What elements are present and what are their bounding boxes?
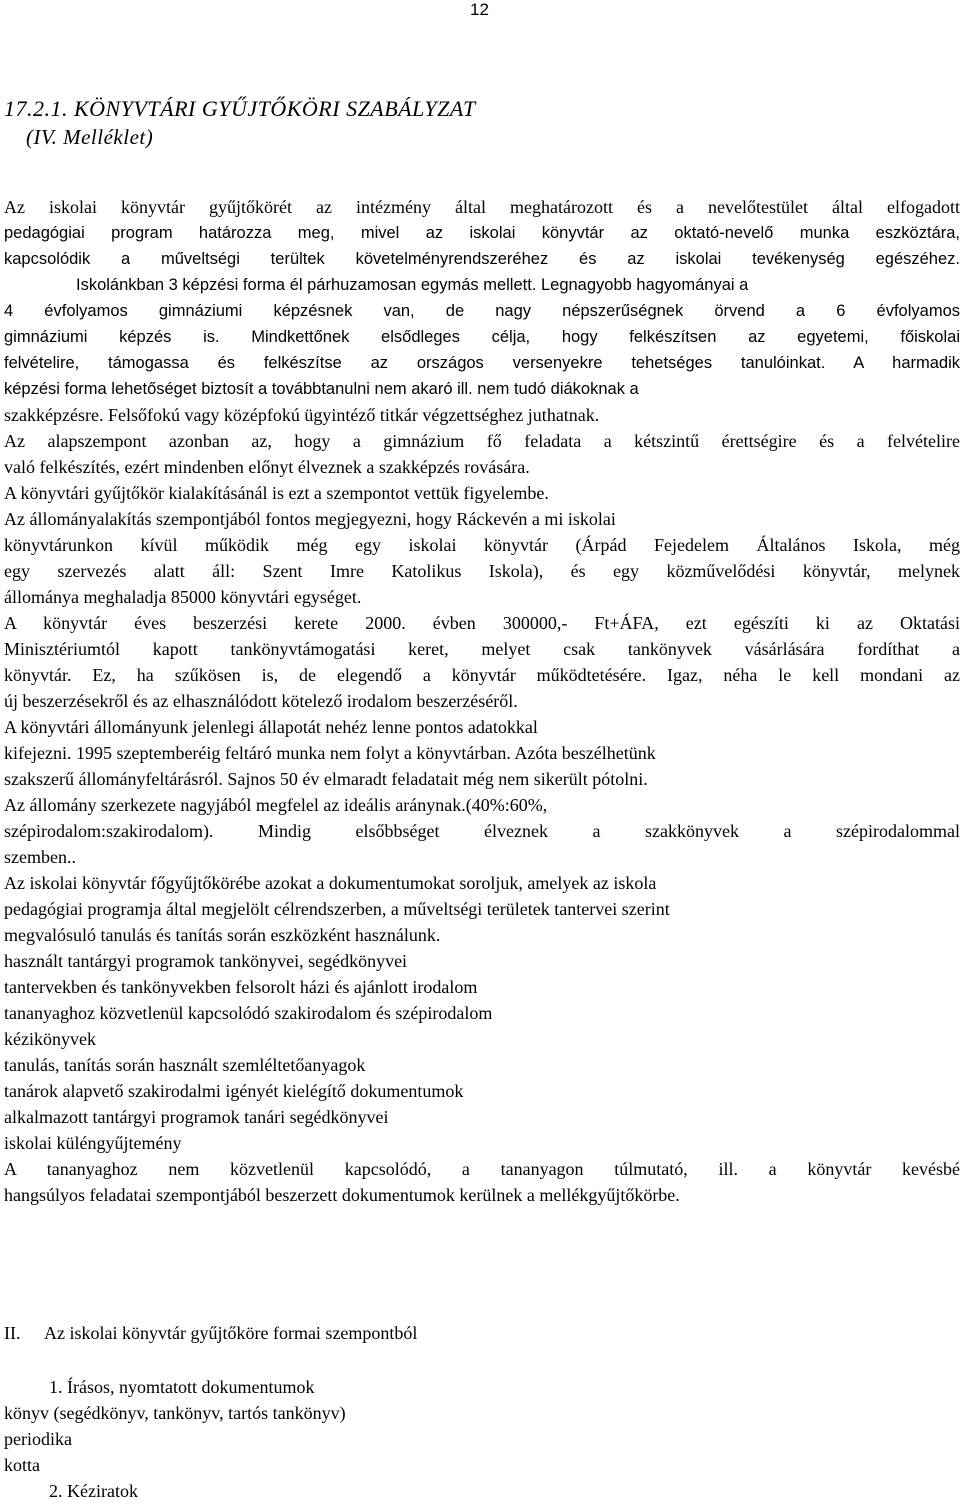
subsection-title: 2. Kéziratok [49, 1481, 138, 1501]
text-line: A könyvtár éves beszerzési kerete 2000. évben 300000,- Ft+ÁFA, ezt egészíti ki az Oktatási [4, 613, 960, 633]
list-item: tanulás, tanítás során használt szemléltetőanyagok [4, 1055, 366, 1075]
text-line: megvalósuló tanulás és tanítás során eszközként használunk. [4, 925, 441, 945]
heading-subtitle: (IV. Melléklet) [26, 125, 154, 149]
text-line: pedagógiai programja által megjelölt célrendszerben, a műveltségi területek tantervei szerint [4, 899, 670, 919]
page-number: 12 [470, 0, 489, 19]
text-line: könyvtár. Ez, ha szűkösen is, de elegendő a könyvtár működtetésére. Igaz, néha le kell mondani az [4, 665, 960, 685]
text-line: való felkészítés, ezért mindenben előnyt élveznek a szakképzés rovására. [4, 457, 530, 477]
text-line: Az iskolai könyvtár gyűjtőkörét az intézmény által meghatározott és a nevelőtestület által elfogadott [4, 197, 960, 217]
text-line: képzési forma lehetőséget biztosít a továbbtanulni nem akaró ill. nem tudó diákoknak a [4, 380, 639, 398]
text-line: Az alapszempont azonban az, hogy a gimnázium fő feladata a kétszintű érettségire és a felvételire [4, 431, 960, 451]
text-line: Az állomány szerkezete nagyjából megfelel az ideális aránynak.(40%:60%, [4, 795, 548, 815]
heading-title: 17.2.1. KÖNYVTÁRI GYŰJTŐKÖRI SZABÁLYZAT [4, 96, 476, 121]
list-item: könyv (segédkönyv, tankönyv, tartós tankönyv) [4, 1403, 346, 1423]
text-line: könyvtárunkon kívül működik még egy iskolai könyvtár (Árpád Fejedelem Általános Iskola, még [4, 535, 960, 555]
text-line: A tananyaghoz nem közvetlenül kapcsolódó, a tananyagon túlmutató, ill. a könyvtár kevésbé [4, 1159, 960, 1179]
subsection-title: 1. Írásos, nyomtatott dokumentumok [49, 1377, 315, 1397]
list-item: kézikönyvek [4, 1029, 96, 1049]
list-item: periodika [4, 1429, 72, 1449]
text-line: pedagógiai program határozza meg, mivel az iskolai könyvtár az oktató-nevelő munka eszköztára, [4, 224, 960, 242]
text-line: Az iskolai könyvtár főgyűjtőkörébe azokat a dokumentumokat soroljuk, amelyek az iskola [4, 873, 657, 893]
text-line: felvételire, támogassa és felkészítse az országos versenyekre tehetséges tanulóinkat. A harmadik [4, 354, 960, 372]
text-line: Az állományalakítás szempontjából fontos megjegyezni, hogy Ráckevén a mi iskolai [4, 509, 616, 529]
text-line: szépirodalom:szakirodalom). Mindig elsőbbséget élveznek a szakkönyvek a szépirodalommal [4, 821, 960, 841]
document-heading [4, 94, 476, 152]
list-item: kotta [4, 1455, 40, 1475]
text-line: szakképzésre. Felsőfokú vagy középfokú ügyintéző titkár végzettséghez juthatnak. [4, 405, 600, 425]
section-number: II. [4, 1323, 21, 1343]
text-line: szemben.. [4, 847, 76, 867]
text-line: új beszerzésekről és az elhasználódott kötelező irodalom beszerzéséről. [4, 691, 518, 711]
text-line: állománya meghaladja 85000 könyvtári egységet. [4, 587, 362, 607]
text-line: A könyvtári gyűjtőkör kialakításánál is ezt a szempontot vettük figyelembe. [4, 483, 549, 503]
text-line: A könyvtári állományunk jelenlegi állapotát nehéz lenne pontos adatokkal [4, 717, 538, 737]
section-title: Az iskolai könyvtár gyűjtőköre formai szempontból [44, 1323, 418, 1343]
list-item: iskolai küléngyűjtemény [4, 1133, 182, 1153]
text-line: gimnáziumi képzés is. Mindkettőnek elsődleges célja, hogy felkészítsen az egyetemi, főiskolai [4, 328, 960, 346]
text-line: egy szervezés alatt áll: Szent Imre Katolikus Iskola), és egy közművelődési könyvtár, melynek [4, 561, 960, 581]
list-item: használt tantárgyi programok tankönyvei, segédkönyvei [4, 951, 408, 971]
list-item: tantervekben és tankönyvekben felsorolt házi és ajánlott irodalom [4, 977, 478, 997]
subsection-list [4, 1374, 346, 1504]
section-heading [4, 1320, 417, 1346]
text-line: hangsúlyos feladatai szempontjából beszerzett dokumentumok kerülnek a mellékgyűjtőkörbe. [4, 1185, 680, 1205]
text-line: kapcsolódik a műveltségi terültek követelményrendszeréhez és az iskolai tevékenység egészéhez. [4, 250, 960, 268]
list-item: tanárok alapvető szakirodalmi igényét kielégítő dokumentumok [4, 1081, 464, 1101]
text-line: Minisztériumtól kapott tankönyvtámogatási keret, melyet csak tankönyvek vásárlására fordíthat a [4, 639, 960, 659]
list-item: tananyaghoz közvetlenül kapcsolódó szakirodalom és szépirodalom [4, 1003, 493, 1023]
text-line: 4 évfolyamos gimnáziumi képzésnek van, de nagy népszerűségnek örvend a 6 évfolyamos [4, 302, 960, 320]
text-line: kifejezni. 1995 szeptemberéig feltáró munka nem folyt a könyvtárban. Azóta beszélhetünk [4, 743, 656, 763]
text-line: szakszerű állományfeltárásról. Sajnos 50 év elmaradt feladatait még nem sikerült pótolni. [4, 769, 648, 789]
body-text [4, 194, 960, 1208]
text-line: Iskolánkban 3 képzési forma él párhuzamosan egymás mellett. Legnagyobb hagyományai a [76, 276, 749, 294]
list-item: alkalmazott tantárgyi programok tanári segédkönyvei [4, 1107, 389, 1127]
